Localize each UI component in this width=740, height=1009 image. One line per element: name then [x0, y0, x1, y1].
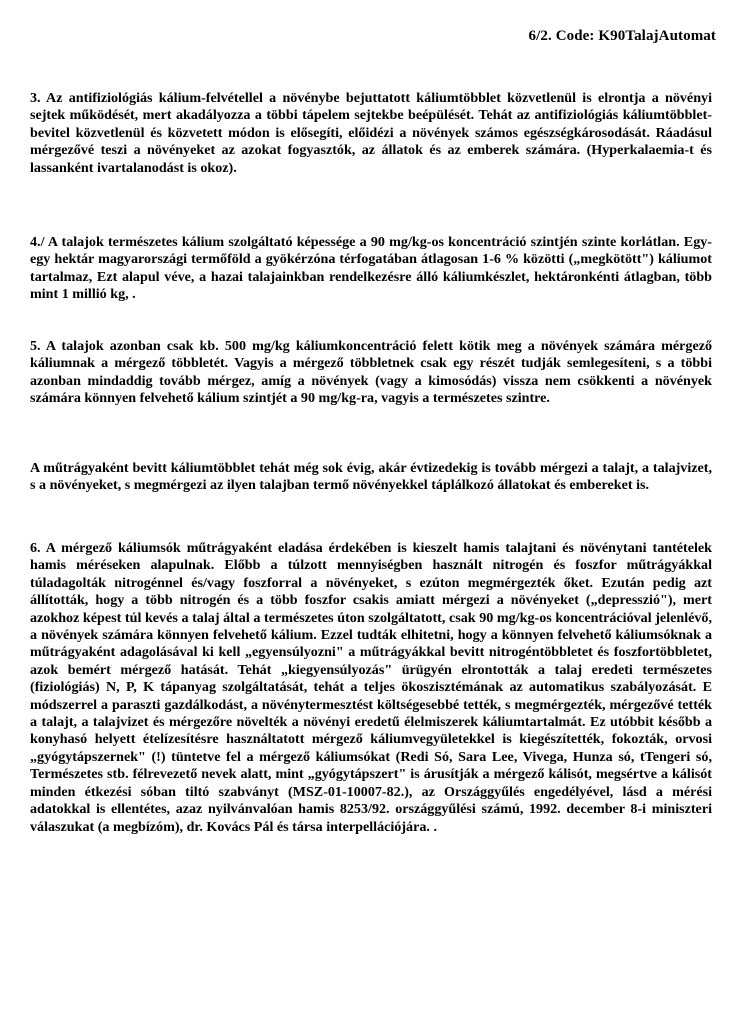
paragraph-5-soil-binding-threshold: 5. A talajok azonban csak kb. 500 mg/kg káliumkoncentráció felett kötik meg a növények számára mérgező káliumnak a mérgező többletét. Vagyis a mérgező többletnek csak egy részét tudják semlegesíteni, s a többi azonban mindaddig tovább mérgez, amíg a növények (vagy a kimosódás) vissza nem csökkenti a növények számára könnyen felvehető kálium szintjét a 90 mg/kg-ra, vagyis a természetes szintre.	[30, 338, 712, 407]
paragraph-fertilizer-excess-effects: A műtrágyaként bevitt káliumtöbblet tehát még sok évig, akár évtizedekig is tovább mérgezi a talajt, a talajvizet, s a növényeket, s megmérgezi az ilyen talajban termő növényekkel táplálkozó állatokat és embereket is.	[30, 460, 712, 494]
paragraph-4-soil-potassium-supply: 4./ A talajok természetes kálium szolgáltató képessége a 90 mg/kg-os koncentráció szintjén szinte korlátlan. Egy-egy hektár magyarországi termőföld a gyökérzóna térfogatában átlagosan 1-6 % közötti („megkötött") káliumot tartalmaz, Ezt alapul véve, a hazai talajainkban rendelkezésre álló káliumkészlet, hektáronkénti átlagban, több mint 1 millió kg, .	[30, 234, 712, 303]
page-code-header: 6/2. Code: K90TalajAutomat	[528, 28, 716, 44]
paragraph-6-false-doctrines: 6. A mérgező káliumsók műtrágyaként eladása érdekében is kieszelt hamis talajtani és növénytani tantételek hamis méréseken alapulnak. Előbb a túlzott mennyiségben használt nitrogén és foszfor műtrágyákkal túladagolták nitrogénnel és/vagy foszforral a növényeket, s ezúton megmérgezték őket. Ezután pedig azt állították, hogy a több nitrogén és a több foszfor csakis amiatt mérgezi a növényeket („depresszió"), mert azokhoz képest túl kevés a talaj által a természetes úton szolgáltatott, csak 90 mg/kg-os koncentrációval jelenlévő, a növények számára könnyen felvehető kálium. Ezzel tudták elhitetni, hogy a könnyen felvehető káliumsóknak a műtrágyaként adagolásával ki kell „egyensúlyozni" a műtrágyákkal bevitt nitrogéntöbbletet és foszfortöbbletet, azok bemért mérgező hatását. Tehát „kiegyensúlyozás" ürügyén elrontották a talaj eredeti természetes (fiziológiás) N, P, K tápanyag szolgáltatását, tehát a teljes ökoszisztémának az automatikus szabályozását. E módszerrel a paraszti gazdálkodást, a növénytermesztést költségesebbé tették, s megmérgezték, mérgezővé tették a talajt, a talajvizet és mérgezőre növelték a növényi eredetű élelmiszerek káliumtartalmát. Ez utóbbit később a konyhasó helyett ételízesítésre használtatott mérgező káliumvegyületekkel is kiegészítették, fokozták, orvosi „gyógytápszernek" (!) tüntetve fel a mérgező káliumsókat (Redi Só, Sara Lee, Vivega, Hunza só, tTengeri só, Természetes stb. félrevezető nevek alatt, mint „gyógytápszert" is árusítják a mérgező kálisót, megsértve a kálisót minden étkezési sóban tiltó szabványt (MSZ-01-10007-82.), az Országgyűlés engedélyével, lásd a mérési adatokkal is ellentétes, azaz nyilvánvalóan hamis 8253/92. országgyűlési számú, 1992. december 8-i miniszteri válaszukat (a megbízóm), dr. Kovács Pál és társa interpellációjára. .	[30, 540, 712, 835]
paragraph-3-antiphysiological-potassium: 3. Az antifiziológiás kálium-felvétellel a növénybe bejuttatott káliumtöbblet közvetlenül is elrontja a növényi sejtek működését, mert akadályozza a többi tápelem sejtekbe beépülését. Tehát az antifiziológiás káliumtöbblet-bevitel közvetlenül és közvetett módon is elősegíti, előidézi a növények számos egészségkárosodását. Ráadásul mérgezővé teszi a növényeket az azokat fogyasztók, az állatok és az emberek számára. (Hyperkalaemia-t és lassanként ivartalanodást is okoz).	[30, 90, 712, 176]
